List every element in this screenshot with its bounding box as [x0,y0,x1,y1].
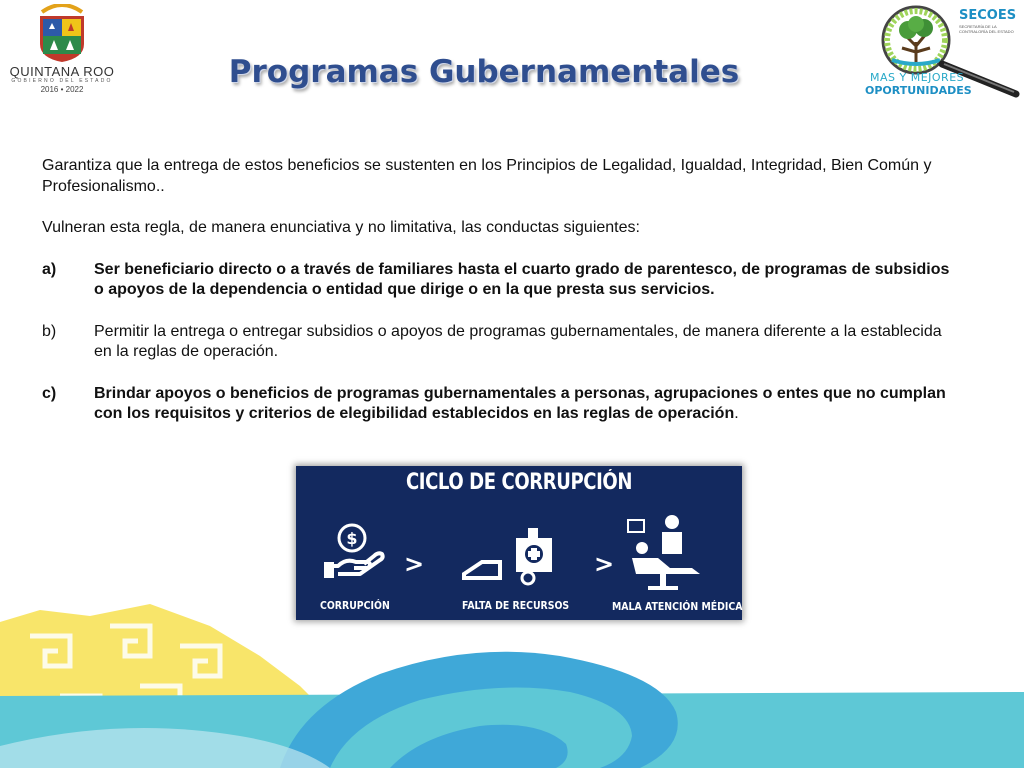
list-item-text: Ser beneficiario directo o a través de familiares hasta el cuarto grado de parentesco, de programas de subsidios o apoyos de la dependencia o entidad que dirige o en la que presta sus servicios. [94,260,950,298]
list-item-text: Brindar apoyos o beneficios de programas gubernamentales a personas, agrupaciones o entes que no cumplan con los requisitos y criterios de elegibilidad establecidos en las reglas de operación [94,384,946,422]
cycle-title: CICLO DE CORRUPCIÓN [405,470,633,495]
list-item-suffix: . [734,405,739,422]
secoes-logo [862,2,1022,102]
state-name: QUINTANA ROO [9,64,115,79]
ambulance-icon [458,524,560,588]
decorative-waves [0,596,1024,768]
state-subtitle: GOBIERNO DEL ESTADO [11,78,113,84]
list-item-a [42,260,952,301]
hand-coin-icon [322,522,388,588]
intro-paragraph: Garantiza que la entrega de estos beneficios se sustenten en los Principios de Legalidad, Igualdad, Integridad, Bien Común y Profesionalismo.. [42,157,932,195]
list-item-c [42,384,952,425]
secoes-brand-small: SECRETARÍA DE LA CONTRALORÍA DEL ESTADO [959,24,1014,34]
slogan-bottom: OPORTUNIDADES [865,84,972,97]
cycle-arrow: > [594,550,615,578]
main-content [42,156,952,425]
state-years: 2016 • 2022 [40,85,84,94]
patient-doctor-icon [622,512,706,592]
list-item-b [42,322,952,363]
state-coat-of-arms-icon [36,4,88,64]
list-marker: a) [42,260,57,278]
cycle-step-1: CORRUPCIÓN [320,599,390,612]
list-marker: b) [42,322,57,340]
lead-paragraph: Vulneran esta regla, de manera enunciativa y no limitativa, las conductas siguientes: [42,219,640,236]
cycle-step-2: FALTA DE RECURSOS [462,599,570,612]
cycle-arrow: > [404,550,425,578]
list-marker: c) [42,384,57,402]
svg-text:$: $ [346,529,358,548]
secoes-brand: SECOES [959,8,1017,23]
slogan-top: MAS Y MEJORES [870,71,965,84]
cycle-step-3: MALA ATENCIÓN MÉDICA [612,600,743,613]
page-title: Programas Gubernamentales [228,54,740,90]
quintana-roo-logo [6,4,118,104]
list-item-text: Permitir la entrega o entregar subsidios o apoyos de programas gubernamentales, de manera diferente a la establecida en la reglas de operación. [94,322,942,360]
